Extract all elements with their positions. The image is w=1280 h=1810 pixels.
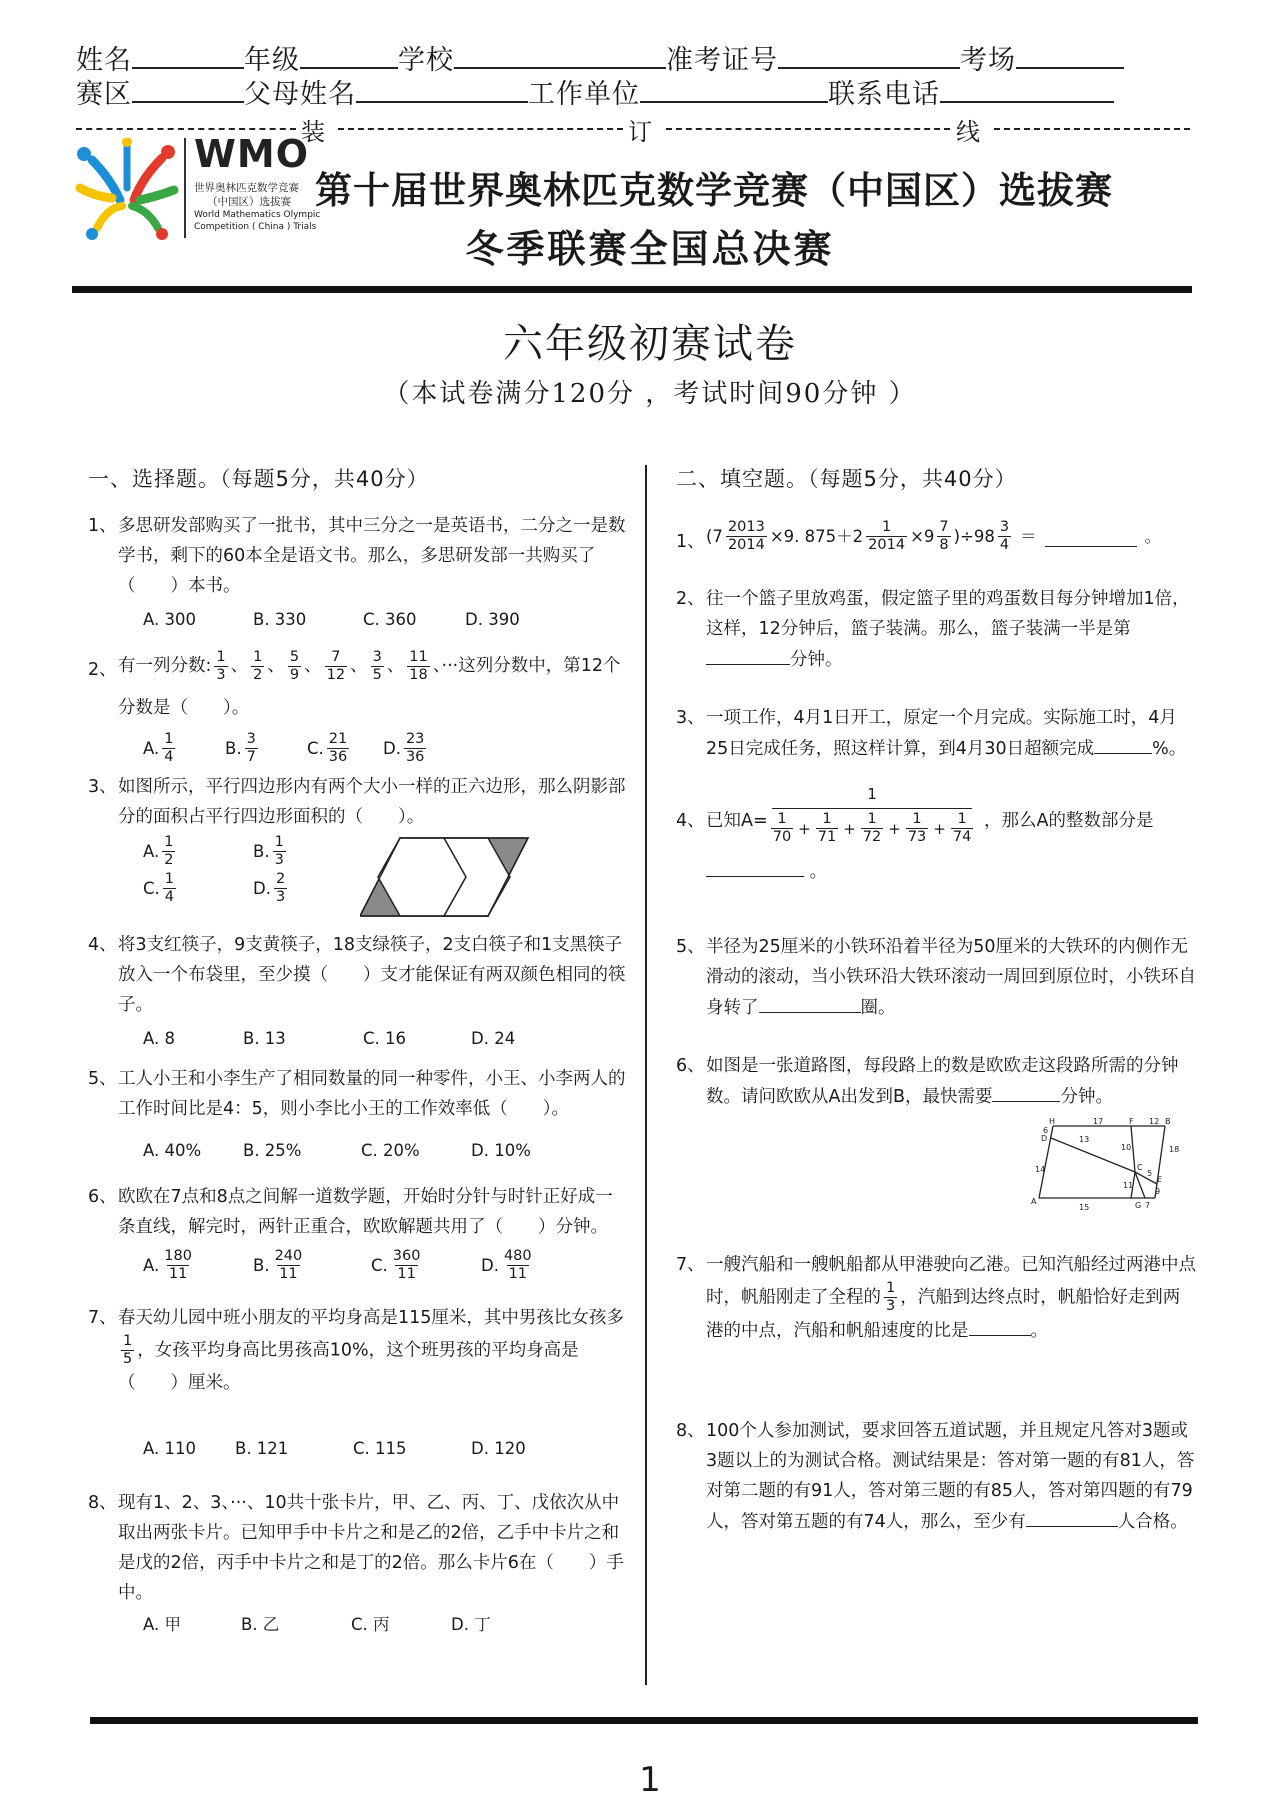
parent-blank[interactable]	[356, 77, 528, 103]
fill-question-1: 1、 (7 $\frac{2013}{2014}$ ×9. 875＋2 $\frac{1}{2014}$ ×9 $\frac{7}{8}$ )÷98 $\frac{3}{4}$ ＝ 。	[676, 519, 1196, 554]
fraction: $\frac{1}{2014}$	[868, 519, 906, 553]
question-text: 一项工作，4月1日开工，原定一个月完成。实际施工时，4月25日完成任务，照这样计算，到4月30日超额完成	[706, 708, 1177, 759]
map-point: G	[1135, 1201, 1142, 1210]
fraction: $\frac{1}{3}$	[886, 1280, 896, 1314]
question-text: 一艘汽船和一艘帆船都从甲港驶向乙港。已知汽船经过两港中点时，帆船刚走了全程的	[706, 1255, 1196, 1308]
map-edge: 12	[1149, 1117, 1160, 1126]
name-blank[interactable]	[132, 43, 244, 69]
fill-question-5	[676, 932, 1196, 1023]
option-b[interactable]: B. 13	[243, 1029, 286, 1048]
option-b[interactable]: B. $\frac{3}{7}$	[225, 731, 256, 765]
question-4	[88, 930, 626, 1054]
question-number: 5、	[88, 1069, 117, 1089]
question-text: 分钟。	[1060, 1087, 1113, 1107]
question-text: 现有1、2、3、···、10共十张卡片，甲、乙、丙、丁、戊依次从中取出两张卡片。已知甲手中卡片之和是乙的2倍，乙手中卡片之和是戊的2倍，丙手中卡片之和是丁的2倍。那么卡片6在（ ）手中。	[118, 1493, 624, 1603]
question-text: 有一列分数:	[118, 656, 212, 676]
multiple-choice-section	[88, 463, 626, 1640]
map-point: D	[1041, 1134, 1048, 1143]
question-number: 2、	[676, 589, 705, 609]
answer-blank[interactable]	[1045, 526, 1137, 547]
option-d[interactable]: D. 120	[471, 1439, 526, 1458]
fill-question-8	[676, 1416, 1196, 1537]
grade-blank[interactable]	[300, 43, 398, 69]
room-blank[interactable]	[1016, 43, 1124, 69]
paper-title: 六年级初赛试卷	[503, 321, 797, 367]
option-b[interactable]: B. $\frac{240}{11}$	[253, 1248, 303, 1282]
parallelogram-hexagon-figure	[360, 836, 530, 918]
fill-question-2	[676, 584, 1196, 675]
map-edge: 18	[1169, 1145, 1180, 1154]
label-grade: 年级	[244, 45, 300, 76]
cut-dash	[76, 128, 296, 130]
map-edge: 10	[1121, 1143, 1132, 1152]
question-text: 半径为25厘米的小铁环沿着半径为50厘米的大铁环的内侧作无滑动的滚动，当小铁环沿大铁环滚动一周回到原位时，小铁环自身转了	[706, 937, 1196, 1018]
map-edge: 13	[1079, 1135, 1090, 1144]
question-text: 、···这列分数中，第12个分数是（ ）。	[118, 656, 621, 718]
option-c[interactable]: C. 360	[363, 610, 417, 629]
map-point: B	[1165, 1117, 1171, 1126]
fill-question-6	[676, 1051, 1196, 1222]
question-number: 6、	[676, 1056, 705, 1076]
option-b[interactable]: B. 121	[235, 1439, 289, 1458]
option-d[interactable]: D. $\frac{2}{3}$	[253, 871, 286, 905]
sequence-fraction: $\frac{1}{3}$	[216, 648, 226, 683]
student-info-row-2	[76, 72, 1191, 111]
question-text: 往一个篮子里放鸡蛋，假定篮子里的鸡蛋数目每分钟增加1倍，这样，12分钟后，篮子装满。那么，篮子装满一半是第	[706, 589, 1190, 639]
question-text: 如图所示，平行四边形内有两个大小一样的正六边形，那么阴影部分的面积占平行四边形面积的（ ）。	[118, 777, 626, 827]
sequence-fraction: $\frac{7}{12}$	[326, 648, 346, 683]
question-text: 圈。	[860, 998, 896, 1018]
question-text: 春天幼儿园中班小朋友的平均身高是115厘米，其中男孩比女孩多	[118, 1308, 624, 1328]
cut-dash	[994, 128, 1190, 130]
question-text: 将3支红筷子，9支黄筷子，18支绿筷子，2支白筷子和1支黑筷子放入一个布袋里，至少摸（ ）支才能保证有两双颜色相同的筷子。	[118, 935, 626, 1015]
answer-blank[interactable]	[1094, 733, 1152, 754]
fraction: $\frac{3}{4}$	[999, 519, 1010, 553]
question-text: ，那么A的整数部分是	[984, 811, 1154, 831]
question-number: 6、	[88, 1187, 117, 1207]
logo-line-3: World Mathematics Olympic	[194, 210, 321, 220]
option-b[interactable]: B. $\frac{1}{3}$	[253, 834, 284, 868]
option-a[interactable]: A. 甲	[143, 1615, 181, 1634]
question-number: 3、	[676, 708, 705, 728]
map-edge: 9	[1155, 1187, 1161, 1196]
contest-subtitle: 冬季联赛全国总决赛	[465, 227, 835, 271]
label-name: 姓名	[76, 45, 132, 76]
label-parent: 父母姓名	[244, 79, 356, 110]
cut-label-ding: 订	[628, 118, 652, 146]
question-number: 5、	[676, 937, 705, 957]
contest-title: 第十届世界奥林匹克数学竞赛（中国区）选拔赛	[315, 169, 1113, 212]
fraction: $\frac{2013}{2014}$	[727, 519, 765, 553]
cut-dash	[666, 128, 950, 130]
section-heading-choice: 一、选择题。（每题5分，共40分）	[88, 467, 429, 491]
ticket-blank[interactable]	[778, 43, 960, 69]
label-work: 工作单位	[528, 79, 640, 110]
option-d[interactable]: D. $\frac{23}{36}$	[383, 731, 425, 765]
cut-label-zhuang: 装	[301, 118, 325, 146]
question-number: 1、	[676, 532, 705, 552]
label-ticket: 准考证号	[666, 45, 778, 76]
option-a[interactable]: A. 300	[143, 610, 196, 629]
logo-line-4: Competition ( China ) Trials	[194, 222, 317, 232]
header-rule	[72, 286, 1192, 293]
school-blank[interactable]	[454, 43, 666, 69]
logo-brand: WMO	[194, 132, 310, 176]
region-blank[interactable]	[132, 77, 244, 103]
question-text: 分钟。	[790, 650, 843, 670]
option-c[interactable]: C. $\frac{1}{4}$	[143, 871, 175, 905]
option-a[interactable]: A. $\frac{1}{4}$	[143, 731, 174, 765]
question-number: 2、	[88, 660, 117, 680]
option-c[interactable]: C. 20%	[361, 1141, 420, 1160]
logo-line-2: （中国区）选拔赛	[207, 196, 291, 208]
sequence-fraction: $\frac{3}{5}$	[372, 648, 382, 683]
option-c[interactable]: C. 115	[353, 1439, 407, 1458]
option-b[interactable]: B. 330	[253, 610, 307, 629]
fill-in-section	[676, 463, 1196, 1537]
question-text: 多思研发部购买了一批书，其中三分之一是英语书，二分之一是数学书，剩下的60本全是语文书。那么，多思研发部一共购买了（ ）本书。	[118, 516, 626, 596]
question-5	[88, 1064, 626, 1166]
option-c[interactable]: C. $\frac{360}{11}$	[371, 1248, 421, 1282]
answer-blank[interactable]	[1026, 1506, 1118, 1527]
label-school: 学校	[398, 45, 454, 76]
question-8	[88, 1488, 626, 1640]
question-number: 7、	[88, 1308, 117, 1328]
option-d[interactable]: D. 390	[465, 610, 520, 629]
map-point: E	[1157, 1175, 1163, 1184]
map-point: F	[1129, 1117, 1134, 1126]
question-7	[88, 1303, 626, 1464]
footer-rule	[90, 1717, 1198, 1724]
question-number: 1、	[88, 516, 117, 536]
question-text: ，汽船到达终点时，帆船恰好走到两港的中点，汽船和帆船速度的比是	[706, 1287, 1181, 1341]
map-edge: 7	[1145, 1201, 1151, 1210]
option-a[interactable]: A. 40%	[143, 1141, 202, 1160]
fraction: $\frac{1}{5}$	[123, 1333, 133, 1367]
label-room: 考场	[960, 45, 1016, 76]
sequence-fraction: $\frac{11}{18}$	[409, 648, 428, 683]
phone-blank[interactable]	[940, 77, 1114, 103]
label-region: 赛区	[76, 79, 132, 110]
label-phone: 联系电话	[828, 79, 940, 110]
map-edge: 5	[1147, 1169, 1153, 1178]
map-edge: 14	[1035, 1165, 1046, 1174]
work-blank[interactable]	[640, 77, 828, 103]
question-text: %。	[1152, 739, 1187, 759]
answer-blank[interactable]	[706, 856, 804, 877]
question-text: 如图是一张道路图，每段路上的数是欧欧走这段路所需的分钟数。请问欧欧从A出发到B，最快需要	[706, 1056, 1179, 1107]
option-b[interactable]: B. 25%	[243, 1141, 302, 1160]
cut-label-xian: 线	[956, 118, 980, 146]
question-1	[88, 511, 626, 635]
answer-blank[interactable]	[706, 644, 790, 665]
fill-question-7: 7、 一艘汽船和一艘帆船都从甲港驶向乙港。已知汽船经过两港中点时，帆船刚走了全程的 $\frac{1}{3}$ ，汽船到达终点时，帆船恰好走到两港的中点，汽船和帆船速度的比是 。	[676, 1250, 1196, 1346]
question-text: 欧欧在7点和8点之间解一道数学题，开始时分针与时针正好成一条直线，解完时，两针正重合，欧欧解题共用了（ ）分钟。	[118, 1187, 613, 1237]
map-point: C	[1137, 1163, 1143, 1172]
map-edge: 15	[1079, 1203, 1090, 1212]
road-map-figure	[1031, 1116, 1181, 1212]
option-a[interactable]: A. 110	[143, 1439, 196, 1458]
question-number: 7、	[676, 1255, 705, 1275]
answer-blank[interactable]	[992, 1081, 1060, 1102]
map-edge: 11	[1123, 1181, 1134, 1190]
question-text: 100个人参加测试，要求回答五道试题，并且规定凡答对3题或3题以上的为测试合格。测试结果是：答对第一题的有81人，答对第二题的有91人，答对第三题的有85人，答对第四题的有79人，答对第五题的有74人，那么，至少有	[706, 1421, 1195, 1532]
option-d[interactable]: D. 丁	[451, 1615, 491, 1634]
option-d[interactable]: D. $\frac{480}{11}$	[481, 1248, 532, 1282]
complex-fraction: 1 $\frac{1}{70}$ + $\frac{1}{71}$ + $\frac{1}{72}$ + $\frac{1}{73}$ + $\frac{1}{74}$	[772, 785, 972, 845]
paper-info: （本试卷满分120分 ，考试时间90分钟 ）	[383, 379, 917, 409]
option-b[interactable]: B. 乙	[241, 1615, 280, 1634]
section-heading-fill: 二、填空题。（每题5分，共40分）	[676, 467, 1017, 491]
question-number: 3、	[88, 777, 117, 797]
question-2: 2、 有一列分数: $\frac{1}{3}$ 、 $\frac{1}{2}$ 、 $\frac{5}{9}$ 、 $\frac{7}{12}$ 、 $\frac{3}{5}$ 、 $\frac{11}{18}$ 、···这列分数中，第12个分数是（ ）。 A. $\frac{1}{4}$ B. $\frac{3}{7}$ C. $\frac{21}{36}$ D. $\frac{23}{36}$	[88, 648, 621, 765]
option-c[interactable]: C. 丙	[351, 1615, 390, 1634]
option-a[interactable]: A. $\frac{180}{11}$	[143, 1248, 192, 1282]
question-number: 4、	[88, 935, 117, 955]
option-a[interactable]: A. 8	[143, 1029, 175, 1048]
answer-blank[interactable]	[759, 992, 861, 1013]
option-d[interactable]: D. 10%	[471, 1141, 531, 1160]
question-number: 4、	[676, 811, 705, 831]
fraction: $\frac{7}{8}$	[939, 519, 949, 553]
question-text: ，女孩平均身高比男孩高10%，这个班男孩的平均身高是（ ）厘米。	[118, 1340, 579, 1393]
map-edge: 6	[1043, 1126, 1049, 1135]
map-point: H	[1049, 1117, 1056, 1126]
question-text: 已知A=	[706, 811, 768, 831]
question-number: 8、	[676, 1421, 705, 1441]
page-number: 1	[639, 1760, 661, 1800]
fill-question-4: 4、 已知A= 1 $\frac{1}{70}$ + $\frac{1}{71}$ + $\frac{1}{72}$ + $\frac{1}{73}$ + $\frac{1}{74}$ ，那么A的整数部分是 。	[676, 785, 1154, 882]
option-d[interactable]: D. 24	[471, 1029, 516, 1048]
option-c[interactable]: C. 16	[363, 1029, 407, 1048]
answer-blank[interactable]	[969, 1315, 1031, 1336]
option-c[interactable]: C. $\frac{21}{36}$	[307, 731, 348, 765]
question-text: 工人小王和小李生产了相同数量的同一种零件，小王、小李两人的工作时间比是4：5，则小李比小王的工作效率低（ ）。	[118, 1069, 626, 1119]
option-a[interactable]: A. $\frac{1}{2}$	[143, 834, 174, 868]
question-number: 8、	[88, 1493, 117, 1513]
map-point: A	[1031, 1197, 1037, 1206]
question-text: 人合格。	[1117, 1512, 1188, 1532]
sequence-fraction: $\frac{5}{9}$	[289, 648, 300, 683]
fill-question-3	[676, 703, 1196, 764]
question-6	[88, 1182, 626, 1283]
question-3	[88, 772, 626, 924]
column-divider	[645, 465, 647, 1685]
sequence-fraction: $\frac{1}{2}$	[253, 648, 263, 683]
cut-dash	[338, 128, 623, 130]
logo-line-1: 世界奥林匹克数学竞赛	[194, 182, 299, 194]
map-edge: 17	[1093, 1117, 1104, 1126]
